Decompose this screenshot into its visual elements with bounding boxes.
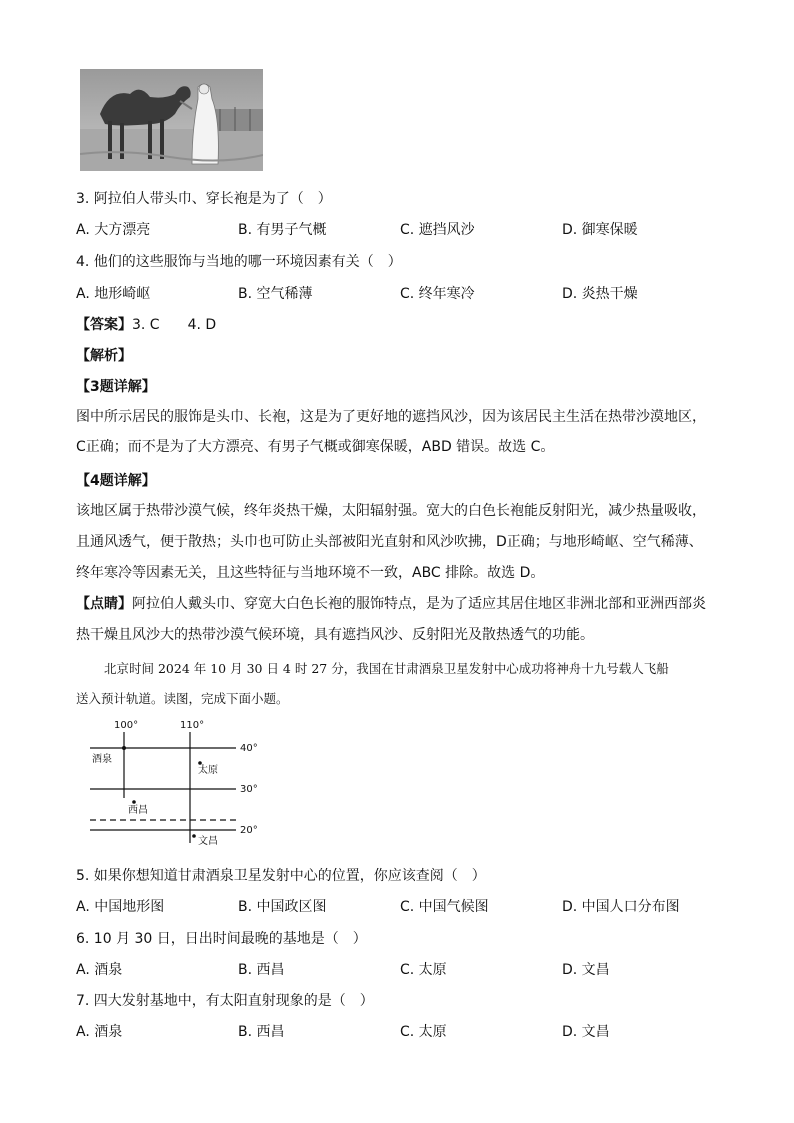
q6-option-b: B. 西昌 xyxy=(238,962,285,978)
q7-option-d: D. 文昌 xyxy=(562,1024,610,1040)
answer-label: 【答案】 xyxy=(76,317,132,333)
jiuquan-point xyxy=(122,746,126,750)
q5-option-c: C. 中国气候图 xyxy=(400,899,489,915)
intro-line-1: 北京时间 2024 年 10 月 30 日 4 时 27 分，我国在甘肃酒泉卫星发射中心成功将神舟十九号载人飞船 xyxy=(104,661,669,676)
q3-option-b: B. 有男子气概 xyxy=(238,222,327,238)
q4-option-d: D. 炎热干燥 xyxy=(562,286,638,302)
q7-option-a: A. 酒泉 xyxy=(76,1024,123,1040)
q3-detail-line-2: C正确；而不是为了大方漂亮、有男子气概或御寒保暖，ABD 错误。故选 C。 xyxy=(76,439,555,455)
question-4-stem: 4. 他们的这些服饰与当地的哪一环境因素有关（ ） xyxy=(76,254,402,270)
question-5-stem: 5. 如果你想知道甘肃酒泉卫星发射中心的位置，你应该查阅（ ） xyxy=(76,868,486,884)
highlight-text-1: 阿拉伯人戴头巾、穿宽大白色长袍的服饰特点，是为了适应其居住地区非洲北部和亚洲西部炎 xyxy=(132,596,706,612)
q4-option-c: C. 终年寒冷 xyxy=(400,286,475,302)
launch-sites-map xyxy=(86,718,276,850)
place-xichang: 西昌 xyxy=(128,805,148,816)
lon-label-100: 100° xyxy=(114,720,139,731)
q3-option-d: D. 御寒保暖 xyxy=(562,222,638,238)
place-wenchang: 文昌 xyxy=(198,836,218,847)
highlight-line-1 xyxy=(76,591,706,617)
analysis-label: 【解析】 xyxy=(76,348,132,364)
answer-text: 3. C 4. D xyxy=(132,317,217,333)
place-jiuquan: 酒泉 xyxy=(92,754,112,765)
lat-label-20: 20° xyxy=(240,825,258,836)
question-7-stem: 7. 四大发射基地中，有太阳直射现象的是（ ） xyxy=(76,993,374,1009)
question-3-stem: 3. 阿拉伯人带头巾、穿长袍是为了（ ） xyxy=(76,191,332,207)
q4-detail-line-3: 终年寒冷等因素无关，且这些特征与当地环境不一致，ABC 排除。故选 D。 xyxy=(76,565,545,581)
q6-option-c: C. 太原 xyxy=(400,962,447,978)
q4-detail-label: 【4题详解】 xyxy=(76,473,156,489)
q3-option-a: A. 大方漂亮 xyxy=(76,222,151,238)
lat-label-40: 40° xyxy=(240,743,258,754)
q4-detail-line-2: 且通风透气，便于散热；头巾也可防止头部被阳光直射和风沙吹拂，D正确；与地形崎岖、空气稀薄、 xyxy=(76,534,703,550)
q4-option-a: A. 地形崎岖 xyxy=(76,286,151,302)
camel-and-man-photo xyxy=(80,69,263,171)
q3-option-c: C. 遮挡风沙 xyxy=(400,222,475,238)
lat-label-30: 30° xyxy=(240,784,258,795)
q6-option-d: D. 文昌 xyxy=(562,962,610,978)
place-taiyuan: 太原 xyxy=(198,765,218,776)
xichang-point xyxy=(132,800,136,804)
question-6-stem: 6. 10 月 30 日，日出时间最晚的基地是（ ） xyxy=(76,931,367,947)
q6-option-a: A. 酒泉 xyxy=(76,962,123,978)
q3-detail-label: 【3题详解】 xyxy=(76,379,156,395)
intro-line-2: 送入预计轨道。读图，完成下面小题。 xyxy=(76,691,289,706)
q4-option-b: B. 空气稀薄 xyxy=(238,286,313,302)
q5-option-b: B. 中国政区图 xyxy=(238,899,327,915)
q5-option-a: A. 中国地形图 xyxy=(76,899,165,915)
q7-option-b: B. 西昌 xyxy=(238,1024,285,1040)
wenchang-point xyxy=(192,834,196,838)
q4-detail-line-1: 该地区属于热带沙漠气候，终年炎热干燥，太阳辐射强。宽大的白色长袍能反射阳光，减少热量吸收， xyxy=(76,503,706,519)
highlight-line-2: 热干燥且风沙大的热带沙漠气候环境，具有遮挡风沙、反射阳光及散热透气的功能。 xyxy=(76,627,594,643)
lon-label-110: 110° xyxy=(180,720,205,731)
highlight-label: 【点睛】 xyxy=(76,596,132,612)
q3-detail-line-1: 图中所示居民的服饰是头巾、长袍，这是为了更好地的遮挡风沙，因为该居民主生活在热带沙漠地区， xyxy=(76,409,706,425)
q5-option-d: D. 中国人口分布图 xyxy=(562,899,680,915)
answer-line xyxy=(76,314,216,334)
q7-option-c: C. 太原 xyxy=(400,1024,447,1040)
